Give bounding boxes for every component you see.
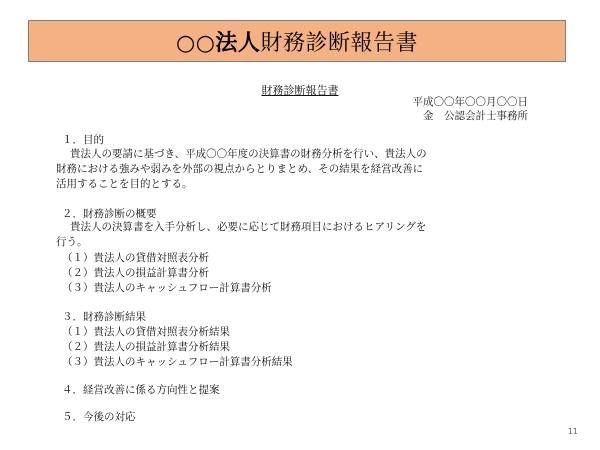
- title-prefix: ○○法人: [176, 30, 261, 56]
- section-3-heading: ３．財務診断結果: [62, 311, 146, 323]
- section-3-item-2: （２）貴法人の損益計算書分析結果: [62, 341, 230, 353]
- section-3-item-1: （１）貴法人の貸借対照表分析結果: [62, 326, 230, 338]
- section-1-body: [56, 147, 536, 192]
- section-1-line-2: 財務における強みや弱みを外部の視点からとりまとめ、その結果を経営改善に: [56, 163, 424, 175]
- office-line: 金 公認会計士事務所: [423, 110, 528, 122]
- section-2-heading: ２．財務診断の概要: [62, 208, 157, 220]
- section-1-line-3: 活用することを目的とする。: [56, 178, 193, 190]
- document-heading-text: 財務診断報告書: [261, 84, 339, 97]
- title-suffix: 財務診断報告書: [260, 30, 418, 56]
- section-2-line-2: 行う。: [56, 236, 88, 248]
- section-2-body: [56, 220, 536, 250]
- section-2-item-3: （３）貴法人のキャッシュフロー計算書分析: [62, 282, 272, 294]
- section-2-item-1: （１）貴法人の貸借対照表分析: [62, 252, 209, 264]
- section-1-line-1: 貴法人の要請に基づき、平成〇〇年度の決算書の財務分析を行い、貴法人の: [70, 148, 427, 160]
- page-number: 11: [567, 427, 578, 436]
- section-2-item-2: （２）貴法人の損益計算書分析: [62, 267, 209, 279]
- section-5-heading: ５．今後の対応: [62, 411, 136, 423]
- date-line: 平成〇〇年〇〇月〇〇日: [412, 96, 528, 108]
- section-1-heading: １．目的: [62, 134, 104, 146]
- section-3-item-3: （３）貴法人のキャッシュフロー計算書分析結果: [62, 356, 293, 368]
- section-4-heading: ４．経営改善に係る方向性と提案: [62, 384, 220, 396]
- section-2-line-1: 貴法人の決算書を入手分析し、必要に応じて財務項目におけるヒアリングを: [70, 221, 427, 233]
- title-banner: [28, 20, 566, 62]
